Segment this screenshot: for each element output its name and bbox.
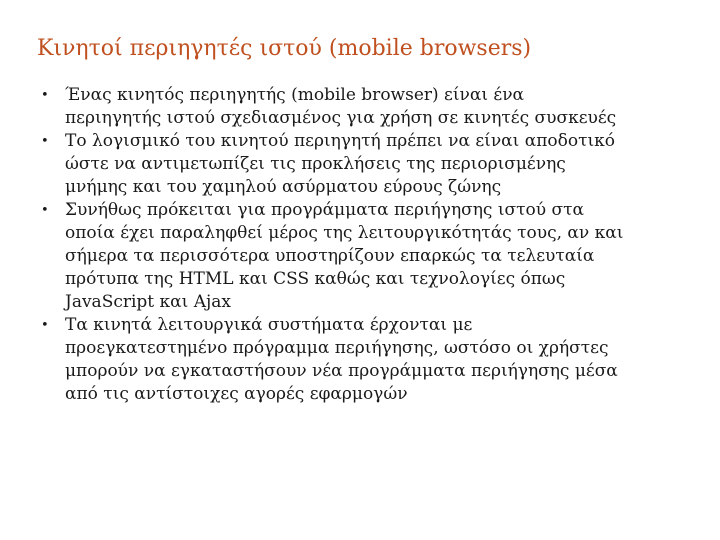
bullet-text-line: προεγκατεστημένο πρόγραμμα περιήγησης, ωστόσο οι χρήστες — [65, 338, 609, 358]
bullet-text-line: ώστε να αντιμετωπίζει τις προκλήσεις της περιορισμένης — [65, 154, 566, 174]
bullet-item — [37, 199, 697, 314]
bullet-text-line: σήμερα τα περισσότερα υποστηρίζουν επαρκώς τα τελευταία — [65, 246, 595, 266]
bullet-text-line: από τις αντίστοιχες αγορές εφαρμογών — [65, 384, 408, 404]
bullet-text-line: οποία έχει παραληφθεί μέρος της λειτουργικότητάς τους, αν και — [65, 223, 624, 243]
bullet-text-line: Συνήθως πρόκειται για προγράμματα περιήγησης ιστού στα — [65, 200, 584, 220]
bullet-list — [37, 84, 697, 406]
bullet-text-line: περιηγητής ιστού σχεδιασμένος για χρήση σε κινητές συσκευές — [65, 108, 617, 128]
bullet-marker: • — [41, 318, 49, 333]
bullet-marker: • — [41, 203, 49, 218]
bullet-text-line: μπορούν να εγκαταστήσουν νέα προγράμματα περιήγησης μέσα — [65, 361, 618, 381]
bullet-text-line: πρότυπα της HTML και CSS καθώς και τεχνολογίες όπως — [65, 269, 566, 289]
bullet-item — [37, 84, 697, 130]
bullet-text-line: Ένας κινητός περιηγητής (mobile browser) είναι ένα — [65, 85, 525, 105]
bullet-text-line: μνήμης και του χαμηλού ασύρματου εύρους ζώνης — [65, 177, 502, 197]
bullet-item — [37, 314, 697, 406]
bullet-text-line: Το λογισμικό του κινητού περιηγητή πρέπει να είναι αποδοτικό — [65, 131, 616, 151]
bullet-text-line: JavaScript και Ajax — [65, 292, 231, 312]
slide-title: Κινητοί περιηγητές ιστού (mobile browsers) — [37, 36, 532, 61]
bullet-marker: • — [41, 134, 49, 149]
bullet-marker: • — [41, 88, 49, 103]
bullet-item — [37, 130, 697, 199]
bullet-text-line: Τα κινητά λειτουργικά συστήματα έρχονται με — [65, 315, 473, 335]
